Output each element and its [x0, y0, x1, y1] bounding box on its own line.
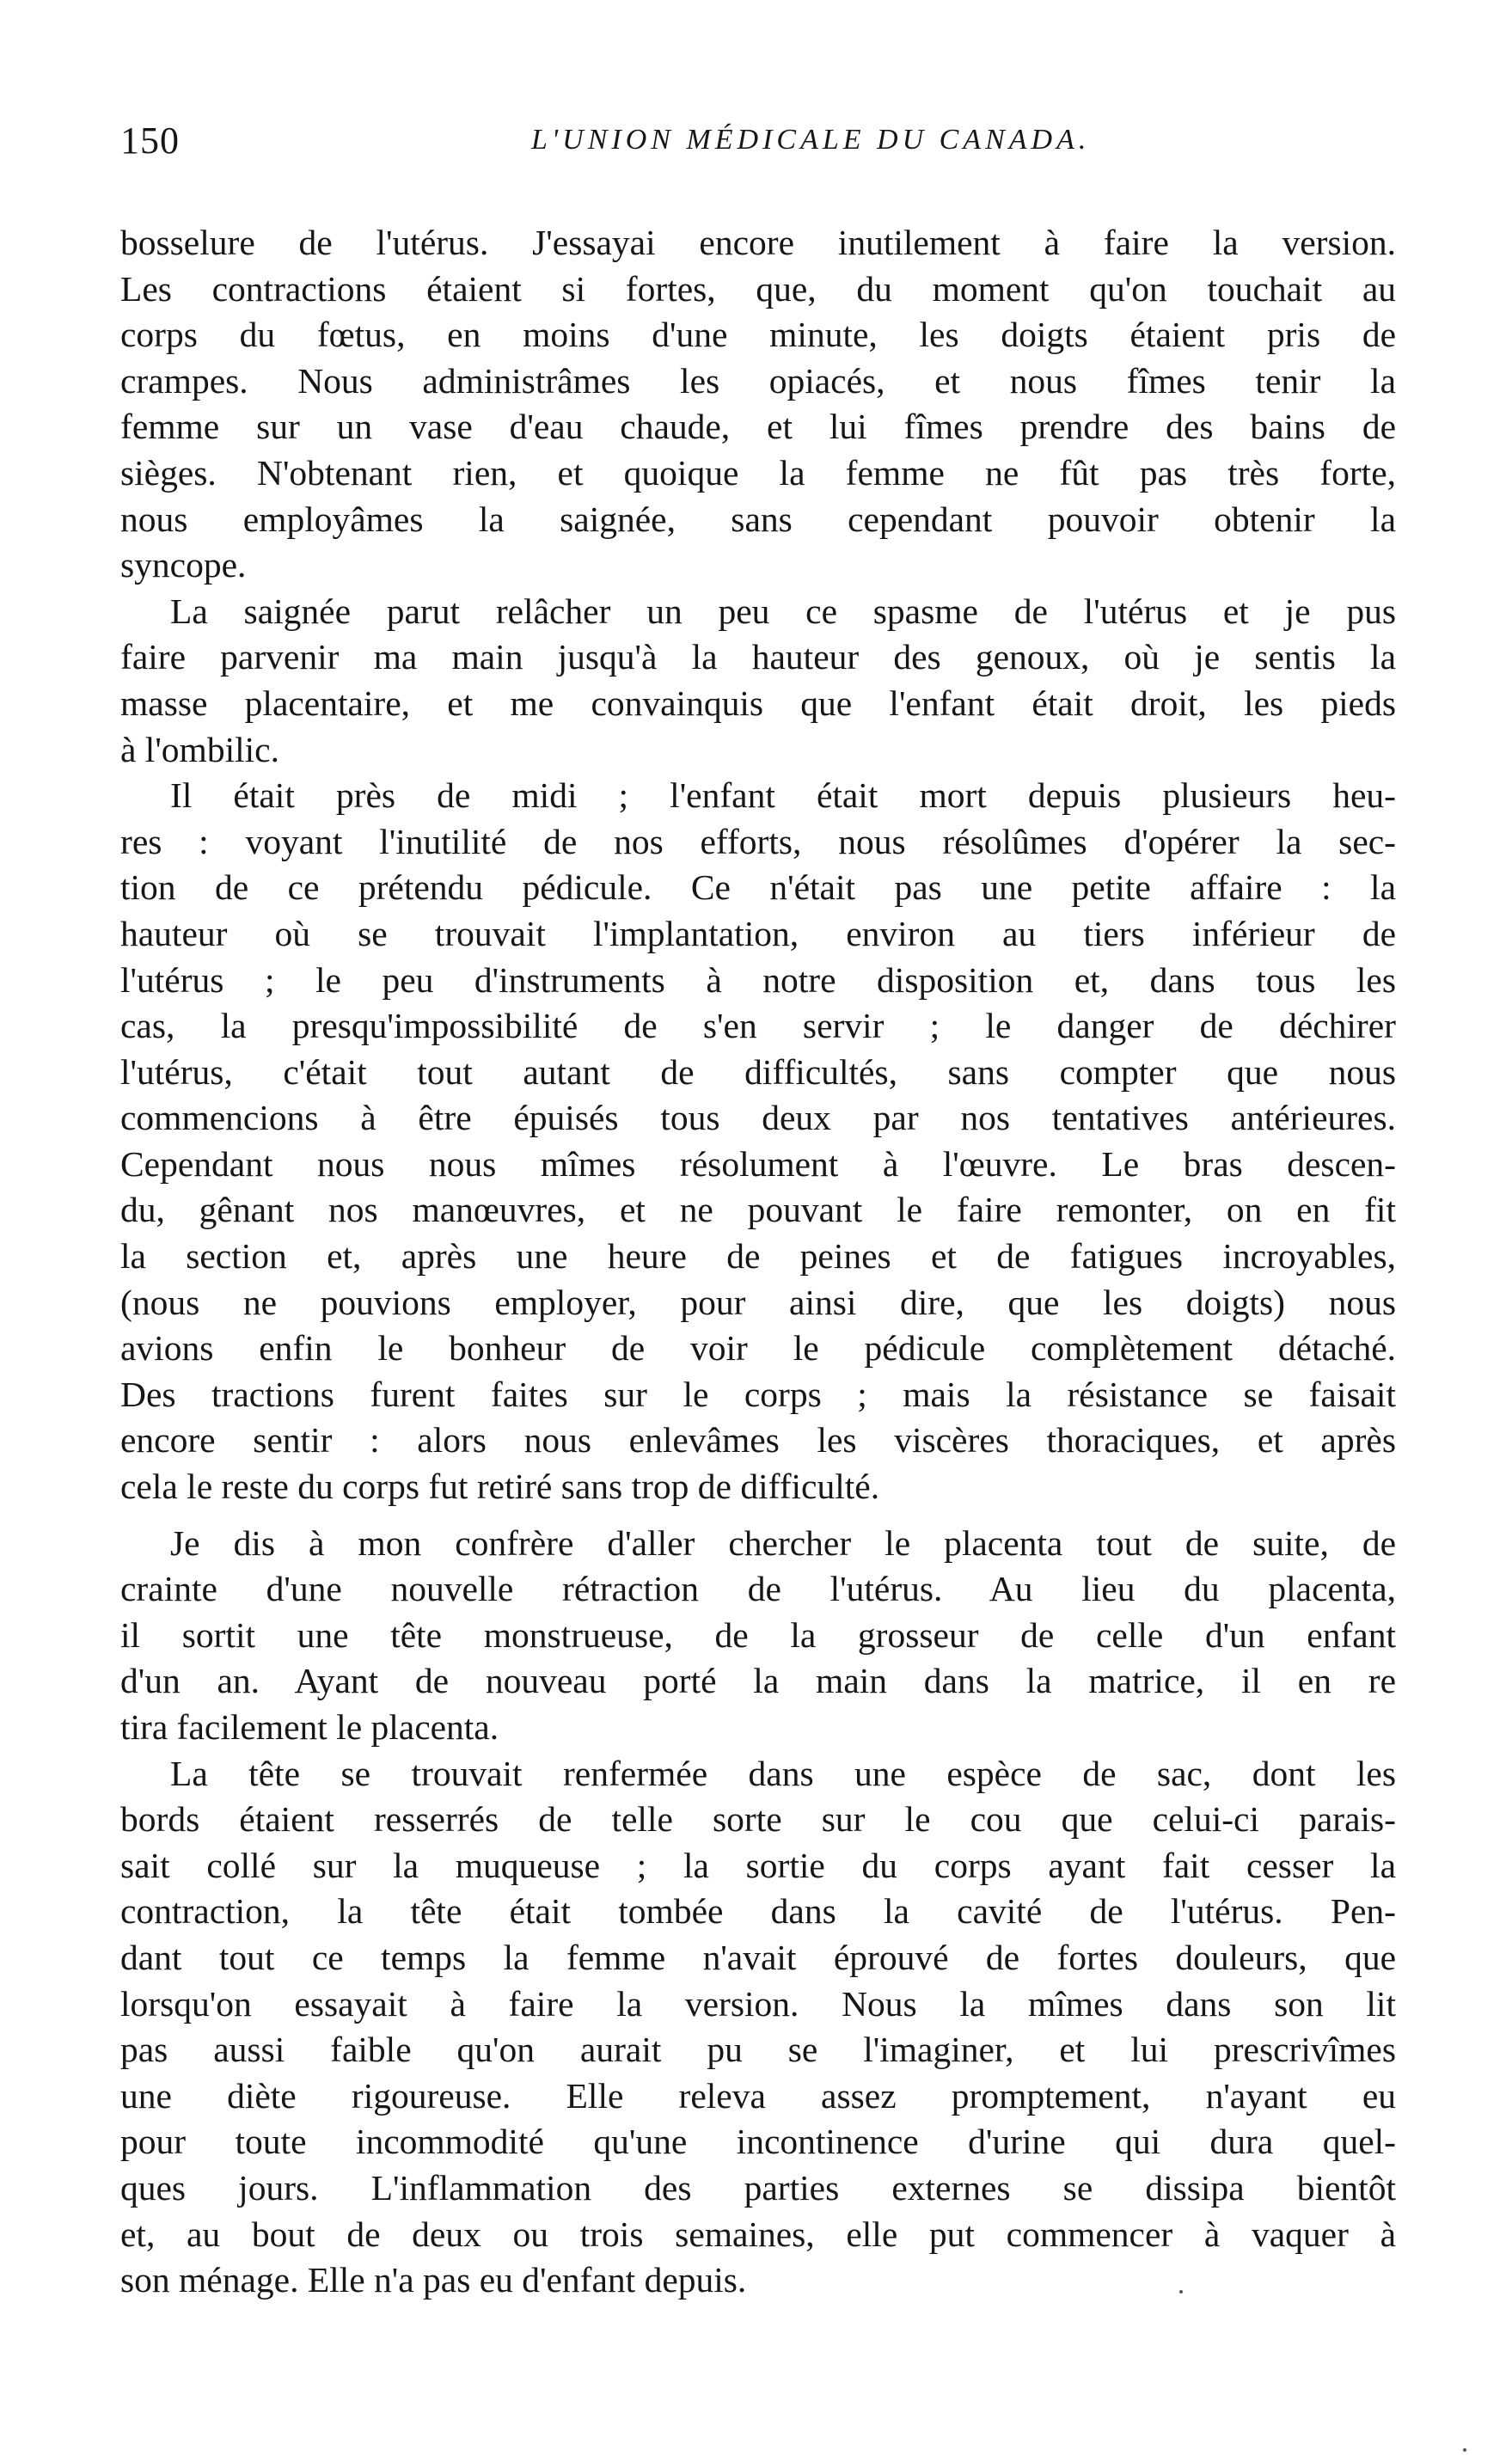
page-number: 150	[120, 119, 180, 162]
text-line: contraction, la tête était tombée dans la cavité de l'utérus. Pen-	[120, 1891, 1396, 1932]
text-line: nous employâmes la saignée, sans cependant pouvoir obtenir la	[120, 499, 1396, 539]
text-line: hauteur où se trouvait l'implantation, environ au tiers inférieur de	[120, 913, 1396, 953]
text-line: bosselure de l'utérus. J'essayai encore inutilement à faire la version.	[120, 223, 1396, 262]
text-line: d'un an. Ayant de nouveau porté la main dans la matrice, il en re	[120, 1661, 1396, 1701]
text-line: (nous ne pouvions employer, pour ainsi dire, que les doigts) nous	[120, 1282, 1396, 1322]
text-line: tira facilement le placenta.	[120, 1707, 499, 1747]
text-line: une diète rigoureuse. Elle releva assez promptement, n'ayant eu	[120, 2075, 1396, 2116]
text-line: Des tractions furent faites sur le corps ; mais la résistance se faisait	[120, 1374, 1396, 1414]
text-line: cela le reste du corps fut retiré sans trop de difficulté.	[120, 1467, 880, 1507]
page-speck	[1179, 2290, 1183, 2294]
text-line: il sortit une tête monstrueuse, de la grosseur de celle d'un enfant	[120, 1614, 1396, 1655]
text-line: sait collé sur la muqueuse ; la sortie du corps ayant fait cesser la	[120, 1845, 1396, 1885]
text-line: tion de ce prétendu pédicule. Ce n'était pas une petite affaire : la	[120, 867, 1396, 908]
paragraph-gap	[120, 1510, 1396, 1521]
paragraph	[120, 589, 1396, 773]
text-line: Il était près de midi ; l'enfant était mort depuis plusieurs heu-	[170, 775, 1396, 816]
text-line: syncope.	[120, 545, 247, 585]
text-line: pour toute incommodité qu'une incontinence d'urine qui dura quel-	[120, 2122, 1396, 2162]
text-line: corps du fœtus, en moins d'une minute, les doigts étaient pris de	[120, 315, 1396, 355]
text-line: res : voyant l'inutilité de nos efforts, nous résolûmes d'opérer la sec-	[120, 821, 1396, 861]
text-line: crampes. Nous administrâmes les opiacés, et nous fîmes tenir la	[120, 360, 1396, 401]
paragraph	[120, 1751, 1396, 2304]
text-line: bords étaient resserrés de telle sorte sur le cou que celui-ci parais-	[120, 1799, 1396, 1840]
page-header	[120, 119, 1384, 170]
text-line: crainte d'une nouvelle rétraction de l'utérus. Au lieu du placenta,	[120, 1569, 1396, 1609]
text-line: à l'ombilic.	[120, 729, 279, 769]
text-line: masse placentaire, et me convainquis que l'enfant était droit, les pieds	[120, 683, 1396, 723]
text-line: l'utérus, c'était tout autant de difficultés, sans compter que nous	[120, 1051, 1396, 1092]
text-line: et, au bout de deux ou trois semaines, elle put commencer à vaquer à	[120, 2214, 1396, 2254]
text-line: la section et, après une heure de peines et de fatigues incroyables,	[120, 1236, 1396, 1277]
text-line: son ménage. Elle n'a pas eu d'enfant depuis.	[120, 2260, 747, 2300]
text-line: femme sur un vase d'eau chaude, et lui fîmes prendre des bains de	[120, 407, 1396, 447]
text-line: cas, la presqu'impossibilité de s'en servir ; le danger de déchirer	[120, 1006, 1396, 1046]
text-line: Cependant nous nous mîmes résolument à l'œuvre. Le bras descen-	[120, 1143, 1396, 1184]
text-line: La tête se trouvait renfermée dans une espèce de sac, dont les	[170, 1753, 1396, 1793]
text-line: Les contractions étaient si fortes, que, du moment qu'on touchait au	[120, 268, 1396, 309]
text-line: pas aussi faible qu'on aurait pu se l'imaginer, et lui prescrivîmes	[120, 2030, 1396, 2070]
body-text	[120, 220, 1396, 2304]
text-line: encore sentir : alors nous enlevâmes les viscères thoraciques, et après	[120, 1420, 1396, 1461]
text-line: lorsqu'on essayait à faire la version. Nous la mîmes dans son lit	[120, 1983, 1396, 2024]
text-line: Je dis à mon confrère d'aller chercher le placenta tout de suite, de	[170, 1522, 1396, 1563]
text-line: du, gênant nos manœuvres, et ne pouvant le faire remonter, on en fit	[120, 1190, 1396, 1230]
paragraph	[120, 220, 1396, 589]
text-line: sièges. N'obtenant rien, et quoique la femme ne fût pas très forte,	[120, 452, 1396, 493]
text-line: ques jours. L'inflammation des parties externes se dissipa bientôt	[120, 2167, 1396, 2208]
text-line: avions enfin le bonheur de voir le pédicule complètement détaché.	[120, 1328, 1396, 1369]
text-line: La saignée parut relâcher un peu ce spasme de l'utérus et je pus	[170, 591, 1396, 631]
text-line: dant tout ce temps la femme n'avait éprouvé de fortes douleurs, que	[120, 1937, 1396, 1977]
paragraph	[120, 773, 1396, 1510]
text-line: l'utérus ; le peu d'instruments à notre disposition et, dans tous les	[120, 959, 1396, 1000]
text-line: faire parvenir ma main jusqu'à la hauteur des genoux, où je sentis la	[120, 637, 1396, 677]
page-speck	[1463, 2448, 1466, 2452]
running-title: L'UNION MÉDICALE DU CANADA.	[531, 124, 1091, 156]
paragraph	[120, 1521, 1396, 1751]
text-line: commencions à être épuisés tous deux par nos tentatives antérieures.	[120, 1098, 1396, 1138]
